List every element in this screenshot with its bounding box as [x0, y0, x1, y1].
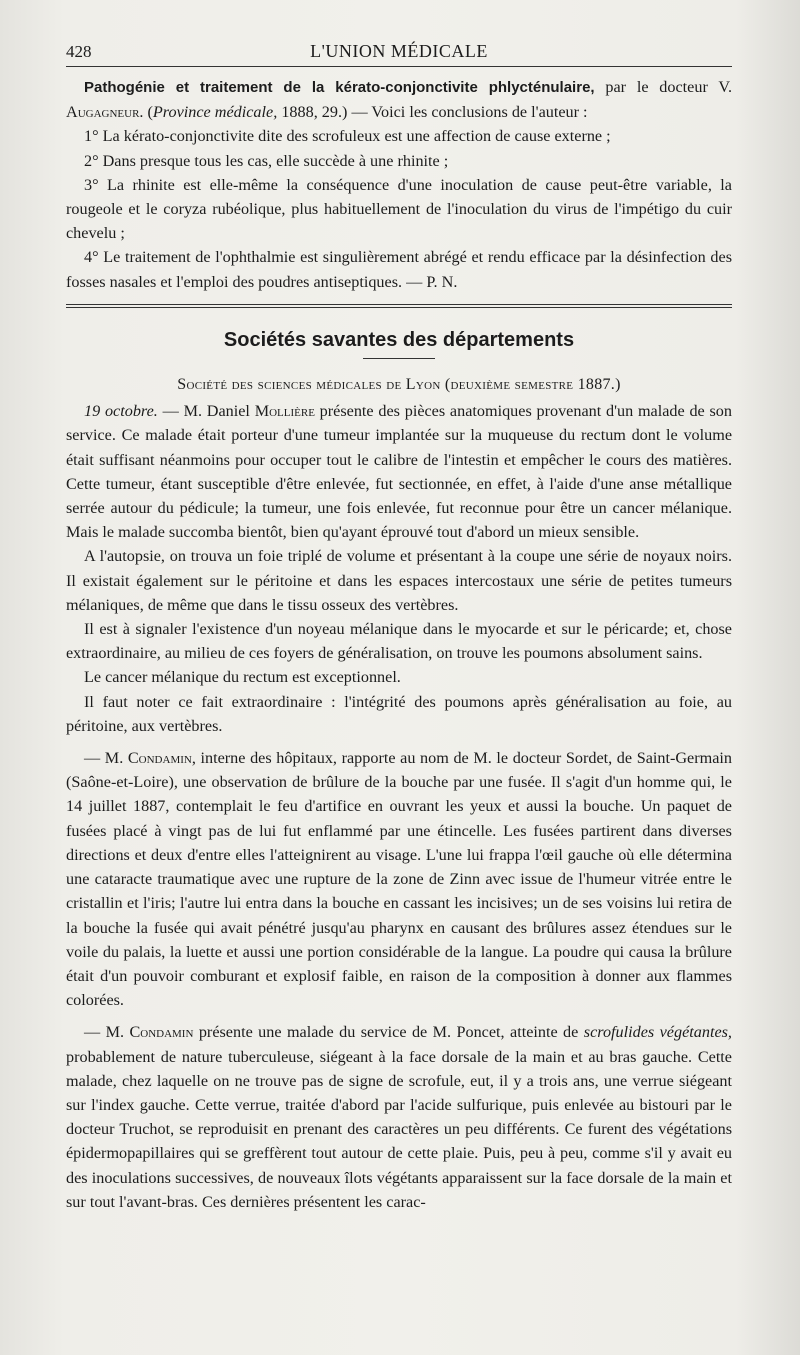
session-date: 19 octobre. — [84, 402, 158, 421]
society-heading: Société des sciences médicales de Lyon (deuxième semestre 1887.) — [177, 376, 621, 394]
autopsy-paragraph: A l'autopsie, on trouva un foie triplé de volume et présentant à la coupe une série de noyaux noirs. Il existait également sur le péritoine et dans les espaces intercostaux une série de petites tumeurs mélaniques, de même que dans le tissu osseux des vertèbres. — [66, 547, 732, 614]
double-rule-divider — [66, 304, 732, 308]
conclusion-4: 4° Le traitement de l'ophthalmie est singulièrement abrégé et rendu efficace par la désinfection des fosses nasales et l'emploi des poudres antiseptiques. — P. N. — [66, 248, 732, 291]
speaker-name: Mollière — [254, 402, 315, 421]
condamin-paragraph-2: — M. Condamin présente une malade du service de M. Poncet, atteinte de scrofulides végétantes, probablement de nature tuberculeuse, siégeant à la face dorsale de la main et au bras gauche. Cette malade, chez laquelle on ne trouve pas de signe de scrofule, eut, il y a trois ans, une verrue siégeant sur l'index gauche. Cette verrue, traitée d'abord par l'acide sulfurique, puis enlevée au bistouri par le docteur Truchot, se reproduisit en prenant des caractères un peu différents. Ce furent des végétations épidermopapillaires qui se greffèrent tout autour de cette plaie. Puis, peu à peu, comme s'il y avait eu des inoculations successives, de nouveaux îlots végétants apparaissent sur la face dorsale de la main et sur tout l'avant-bras. Ces dernières présentent les carac- — [66, 1023, 732, 1211]
condamin-name-2: Condamin — [129, 1023, 194, 1042]
page-number: 428 — [66, 42, 92, 61]
page-header — [66, 36, 732, 67]
integrite-paragraph: Il faut noter ce fait extraordinaire : l'intégrité des poumons après généralisation au foie, au péritoine, aux vertèbres. — [66, 692, 732, 735]
source-journal: Province médicale, — [152, 103, 278, 122]
scrofulides-term: scrofulides végétantes, — [583, 1023, 732, 1042]
running-title: L'UNION MÉDICALE — [310, 41, 488, 61]
rectum-paragraph: Le cancer mélanique du rectum est exceptionnel. — [84, 668, 401, 687]
short-rule — [363, 358, 435, 359]
condamin-paragraph-1: — M. Condamin, interne des hôpitaux, rapporte au nom de M. le docteur Sordet, de Saint-Germain (Saône-et-Loire), une observation de brûlure de la bouche par une fusée. Il s'agit d'un homme qui, le 14 juillet 1887, contemplait le feu d'artifice en ouvrant les yeux et aussi la bouche. Un paquet de fusées placé à vingt pas de lui fut enflammé par une étincelle. Les fusées partirent dans diverses directions et deux d'entre elles l'atteignirent au visage. L'une lui frappa l'œil gauche où elle détermina une cataracte traumatique avec une rupture de la zone de Zinn avec issue de l'humeur vitrée entre le cristallin et l'iris; l'autre lui entra dans la bouche en cassant les incisives; un de ses voisins lui retira de la bouche la fusée qui avait pénétré jusqu'au pharynx en causant des brûlures assez étendues sur le voile du palais, la luette et aussi une portion considérable de la langue. La poudre qui causa la brûlure était d'un pouvoir comburant et explosif faible, en raison de la composition à donner aux flammes colorées. — [66, 749, 732, 1010]
conclusion-3: 3° La rhinite est elle-même la conséquence d'une inoculation de cause peut-être variable, la rougeole et le coryza rubéolique, plus habituellement de l'inoculation du virus de l'impétigo du cuir chevelu ; — [66, 175, 732, 243]
condamin-name: Condamin, — [127, 749, 196, 768]
author-name: Augagneur. — [66, 103, 144, 122]
article-intro: Pathogénie et traitement de la kérato-conjonctivite phlycténulaire, par le docteur V. Augagneur. (Province médicale, 1888, 29.) — Voici les conclusions de l'auteur : — [66, 78, 732, 122]
session-paragraph-1: 19 octobre. — M. Daniel Mollière présente des pièces anatomiques provenant d'un malade de son service. Ce malade était porteur d'une tumeur implantée sur la muqueuse du rectum dont le volume était suffisant néanmoins pour occuper tout le calibre de l'intestin et empêcher le cours des matières. Cette tumeur, étant susceptible d'être enlevée, fut sectionnée, en effet, à l'aide d'une anse métallique serrée autour du pédicule; la tumeur, une fois enlevée, fut reconnue pour être un cancer mélanique. Mais le malade succomba bientôt, bien qu'ayant éprouvé tout d'abord un mieux sensible. — [66, 402, 732, 542]
conclusion-1: 1° La kérato-conjonctivite dite des scrofuleux est une affection de cause externe ; — [84, 127, 611, 146]
conclusion-2: 2° Dans presque tous les cas, elle succède à une rhinite ; — [84, 151, 449, 170]
myocarde-paragraph: Il est à signaler l'existence d'un noyeau mélanique dans le myocarde et sur le péricarde; et, chose extraordinaire, au milieu de ces foyers de généralisation, on trouve les poumons absolument sains. — [66, 620, 732, 663]
article-title: Pathogénie et traitement de la kérato-conjonctivite phlycténulaire, — [84, 79, 595, 96]
section-title: Sociétés savantes des départements — [223, 328, 575, 351]
page-body — [66, 75, 732, 1214]
